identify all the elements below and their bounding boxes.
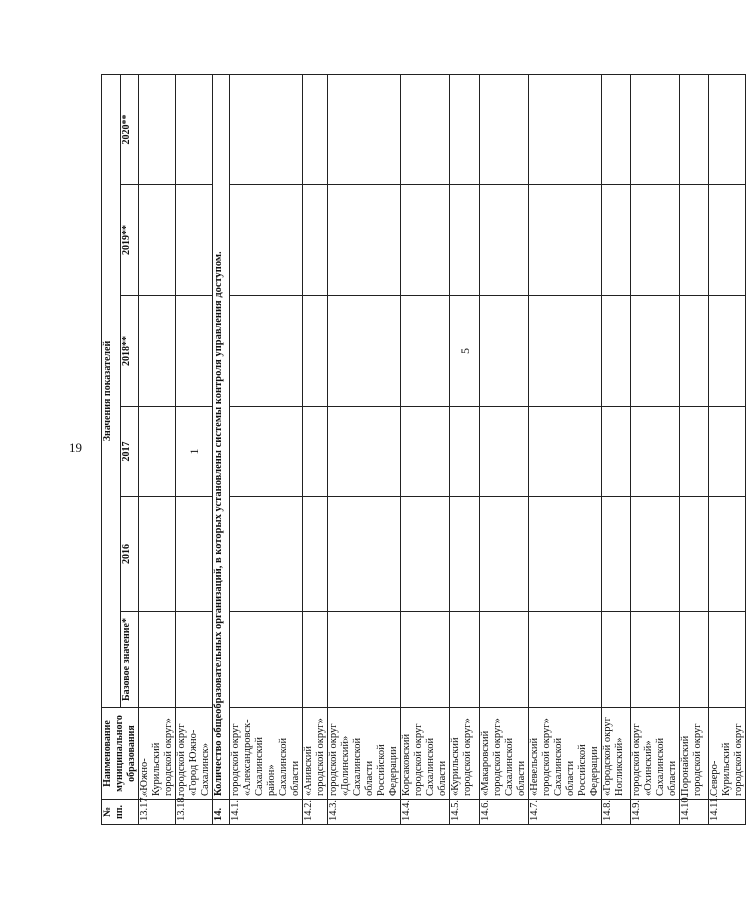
- value-cell: [401, 185, 450, 296]
- value-cell: [230, 185, 303, 296]
- section-row: [213, 74, 230, 824]
- value-cell: 5: [450, 296, 480, 407]
- table-row: [303, 74, 328, 824]
- header-year: 2018**: [120, 296, 139, 407]
- value-cell: [680, 185, 709, 296]
- value-cell: [450, 612, 480, 708]
- value-cell: [602, 407, 631, 497]
- municipality-name: Поронайский городской округ: [680, 708, 709, 800]
- value-cell: [139, 612, 176, 708]
- value-cell: [602, 497, 631, 612]
- municipality-name: «Анивский городской округ»: [303, 708, 328, 800]
- value-cell: [230, 407, 303, 497]
- row-number: 14.3.: [328, 800, 401, 825]
- value-cell: [230, 296, 303, 407]
- value-cell: [401, 74, 450, 184]
- row-number: 14.4.: [401, 800, 450, 825]
- value-cell: [480, 74, 529, 184]
- table-row: [680, 74, 709, 824]
- value-cell: [303, 407, 328, 497]
- value-cell: [680, 612, 709, 708]
- table-row: [480, 74, 529, 824]
- value-cell: [680, 497, 709, 612]
- value-cell: [139, 185, 176, 296]
- value-cell: [176, 74, 213, 184]
- value-cell: [631, 497, 680, 612]
- table-row: [401, 74, 450, 824]
- value-cell: [480, 497, 529, 612]
- value-cell: [303, 497, 328, 612]
- municipality-name: городской округ «Город Южно-Сахалинск»: [176, 708, 213, 800]
- value-cell: [176, 296, 213, 407]
- value-cell: [680, 296, 709, 407]
- value-cell: [230, 74, 303, 184]
- value-cell: [328, 74, 401, 184]
- municipality-name: «Курильский городской округ»: [450, 708, 480, 800]
- table-row: [176, 74, 213, 824]
- value-cell: [480, 407, 529, 497]
- row-number: 14.2.: [303, 800, 328, 825]
- indicators-table: [101, 74, 746, 825]
- value-cell: [709, 407, 746, 497]
- value-cell: [709, 296, 746, 407]
- row-number: 14.8.: [602, 800, 631, 825]
- value-cell: [631, 612, 680, 708]
- municipality-name: городской округ «Охинский» Сахалинской области: [631, 708, 680, 800]
- table-row: [230, 74, 303, 824]
- value-cell: [602, 74, 631, 184]
- value-cell: [230, 612, 303, 708]
- value-cell: [303, 296, 328, 407]
- table-row: [631, 74, 680, 824]
- value-cell: [450, 407, 480, 497]
- value-cell: [680, 74, 709, 184]
- section-number: 14.: [213, 800, 230, 825]
- value-cell: [176, 497, 213, 612]
- municipality-name: городской округ «Александровск-Сахалинский район» Сахалинской области: [230, 708, 303, 800]
- row-number: 14.1.: [230, 800, 303, 825]
- rotated-table-container: [101, 75, 744, 825]
- value-cell: [631, 296, 680, 407]
- value-cell: [602, 296, 631, 407]
- header-year: 2016: [120, 497, 139, 612]
- value-cell: [529, 407, 602, 497]
- value-cell: [230, 497, 303, 612]
- row-number: 14.10.: [680, 800, 709, 825]
- value-cell: [139, 407, 176, 497]
- value-cell: [176, 185, 213, 296]
- municipality-name: «Городской округ Ногликский»: [602, 708, 631, 800]
- value-cell: [709, 612, 746, 708]
- table-row: [529, 74, 602, 824]
- value-cell: [631, 74, 680, 184]
- header-year: 2019**: [120, 185, 139, 296]
- header-base: Базовое значение*: [120, 612, 139, 708]
- value-cell: [328, 185, 401, 296]
- value-cell: [529, 612, 602, 708]
- municipality-name: «Невельский городской округ» Сахалинской области Российской Федерации: [529, 708, 602, 800]
- value-cell: [328, 612, 401, 708]
- row-number: 14.6.: [480, 800, 529, 825]
- municipality-name: городской округ «Долинский» Сахалинской области Российской Федерации: [328, 708, 401, 800]
- table-row: [709, 74, 746, 824]
- value-cell: [328, 296, 401, 407]
- value-cell: [176, 612, 213, 708]
- table-row: [450, 74, 480, 824]
- table-row: [602, 74, 631, 824]
- row-number: 14.5.: [450, 800, 480, 825]
- value-cell: [303, 185, 328, 296]
- value-cell: [602, 612, 631, 708]
- value-cell: [709, 74, 746, 184]
- value-cell: [450, 497, 480, 612]
- municipality-name: Северо-Курильский городской округ: [709, 708, 746, 800]
- header-year: 2017: [120, 407, 139, 497]
- header-num: № пп.: [102, 800, 139, 825]
- header-year: 2020**: [120, 74, 139, 184]
- row-number: 14.11.: [709, 800, 746, 825]
- row-number: 13.18.: [176, 800, 213, 825]
- table-row: [328, 74, 401, 824]
- value-cell: [401, 497, 450, 612]
- row-number: 14.7.: [529, 800, 602, 825]
- value-cell: [480, 185, 529, 296]
- value-cell: [529, 497, 602, 612]
- value-cell: [303, 74, 328, 184]
- header-name: Наименование муниципального образования: [102, 708, 139, 800]
- value-cell: [529, 74, 602, 184]
- value-cell: [401, 407, 450, 497]
- table-row: [139, 74, 176, 824]
- value-cell: [631, 407, 680, 497]
- municipality-name: Корсаковский городской округ Сахалинской области: [401, 708, 450, 800]
- value-cell: 1: [176, 407, 213, 497]
- value-cell: [450, 185, 480, 296]
- value-cell: [480, 612, 529, 708]
- municipality-name: «Южно-Курильский городской округ»: [139, 708, 176, 800]
- value-cell: [401, 612, 450, 708]
- value-cell: [529, 296, 602, 407]
- value-cell: [480, 296, 529, 407]
- value-cell: [401, 296, 450, 407]
- row-number: 13.17.: [139, 800, 176, 825]
- value-cell: [328, 497, 401, 612]
- row-number: 14.9.: [631, 800, 680, 825]
- value-cell: [450, 74, 480, 184]
- value-cell: [529, 185, 602, 296]
- page-number: 19: [69, 440, 82, 455]
- value-cell: [709, 497, 746, 612]
- header-values: Значения показателей: [102, 74, 121, 707]
- value-cell: [709, 185, 746, 296]
- section-title: Количество общеобразовательных организаций, в которых установлены системы контроля управления доступом.: [213, 74, 230, 799]
- municipality-name: «Макаровский городской округ» Сахалинской области: [480, 708, 529, 800]
- value-cell: [303, 612, 328, 708]
- value-cell: [680, 407, 709, 497]
- value-cell: [602, 185, 631, 296]
- value-cell: [139, 74, 176, 184]
- value-cell: [139, 497, 176, 612]
- value-cell: [328, 407, 401, 497]
- value-cell: [631, 185, 680, 296]
- value-cell: [139, 296, 176, 407]
